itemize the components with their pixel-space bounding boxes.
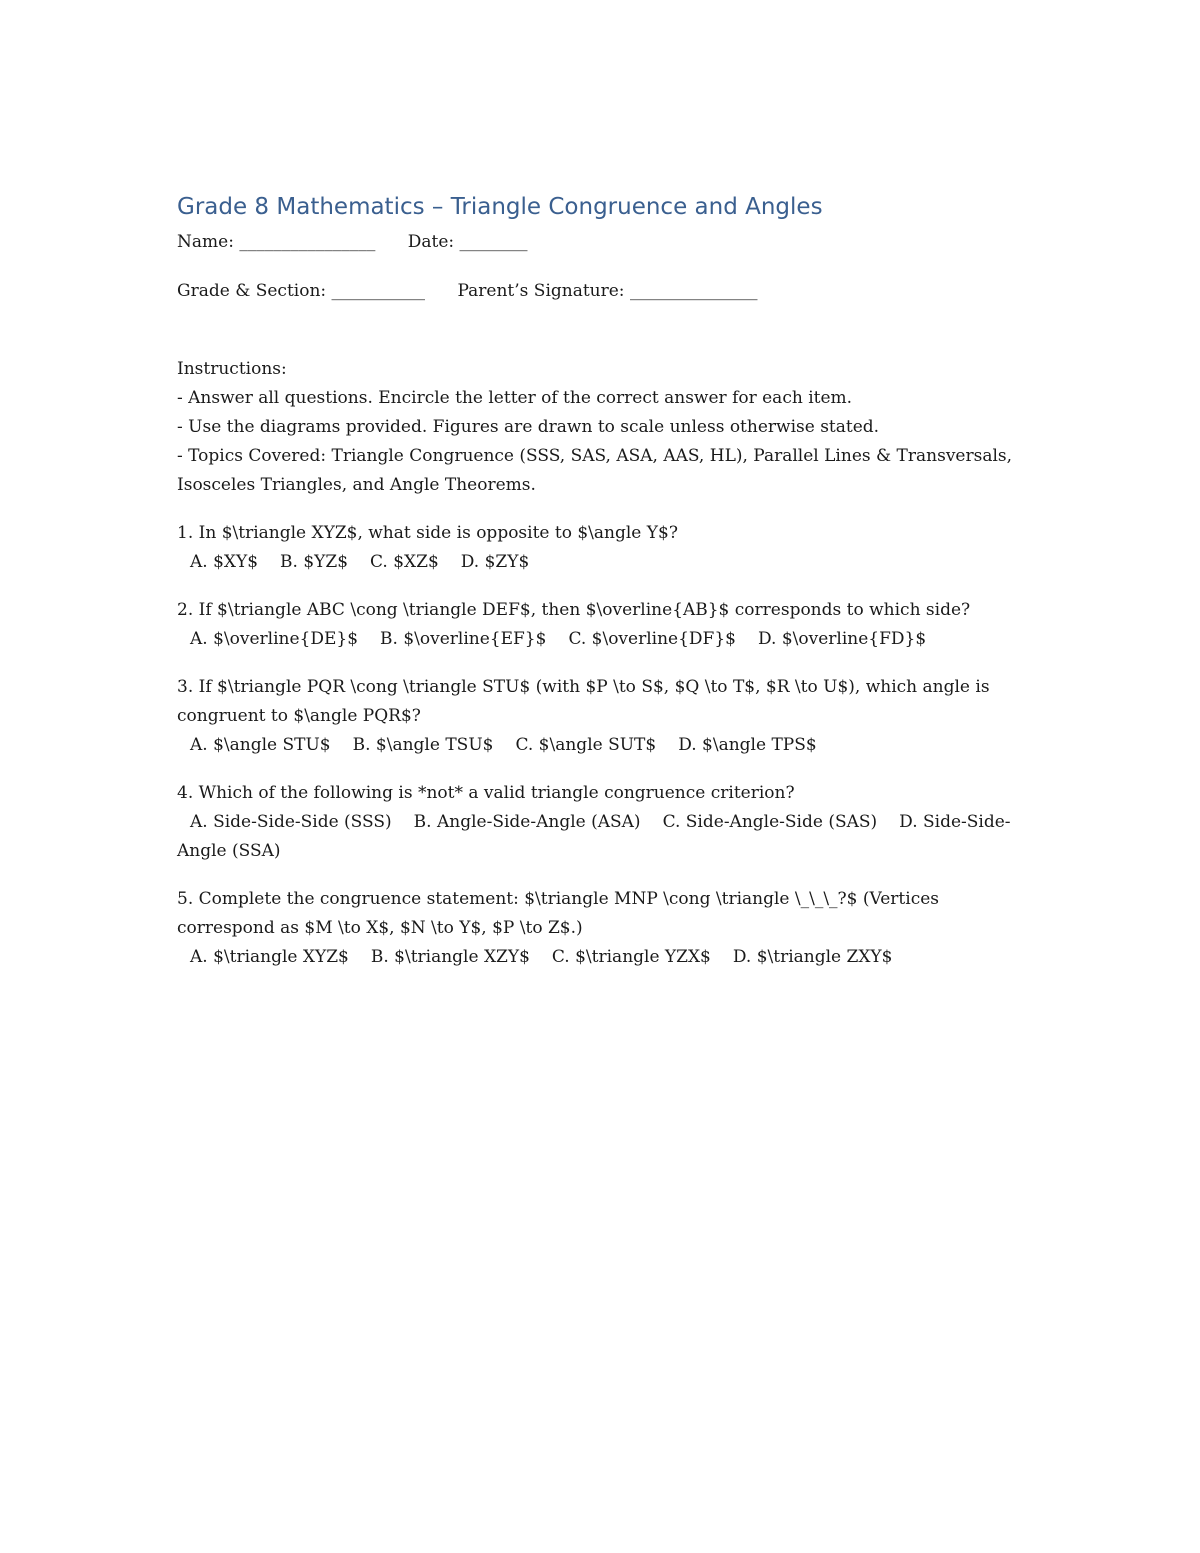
option-c[interactable]: C. $\angle SUT$ (515, 735, 657, 755)
answer-options (177, 731, 1037, 760)
question-3 (177, 673, 1037, 760)
date-field[interactable]: Date: ________ (407, 232, 528, 252)
instructions-heading: Instructions: (177, 359, 287, 379)
option-c[interactable]: C. $\triangle YZX$ (551, 947, 711, 967)
option-b[interactable]: B. $\angle TSU$ (352, 735, 494, 755)
option-c[interactable]: C. Side-Angle-Side (SAS) (662, 812, 878, 832)
grade-signature-row (177, 277, 1037, 306)
option-a[interactable]: A. $\angle STU$ (190, 735, 331, 755)
name-field[interactable]: Name: ________________ (177, 232, 376, 252)
question-2 (177, 596, 1037, 654)
answer-options (177, 808, 1037, 866)
instructions-block (177, 355, 1037, 500)
question-text: 3. If $\triangle PQR \cong \triangle STU$ (with $P \to S$, $Q \to T$, $R \to U$), which angle is congruent to $\angle PQR$? (177, 677, 990, 726)
question-5 (177, 885, 1037, 972)
question-text: 5. Complete the congruence statement: $\triangle MNP \cong \triangle \_\_\_?$ (Vertices correspond as $M \to X$, $N \to Y$, $P \to Z$.) (177, 889, 940, 938)
worksheet-title: Grade 8 Mathematics – Triangle Congruence and Angles (177, 194, 823, 220)
option-d[interactable]: D. $ZY$ (460, 552, 530, 572)
question-1 (177, 519, 1037, 577)
instruction-item: - Topics Covered: Triangle Congruence (SSS, SAS, ASA, AAS, HL), Parallel Lines & Transversals, Isosceles Triangles, and Angle Theorems. (177, 446, 1013, 495)
question-4 (177, 779, 1037, 866)
question-text: 1. In $\triangle XYZ$, what side is opposite to $\angle Y$? (177, 523, 678, 543)
worksheet-page (177, 190, 1037, 972)
instruction-item: - Answer all questions. Encircle the letter of the correct answer for each item. (177, 388, 853, 408)
answer-options (177, 625, 1037, 654)
option-b[interactable]: B. $YZ$ (280, 552, 349, 572)
option-d[interactable]: D. $\angle TPS$ (678, 735, 817, 755)
option-c[interactable]: C. $\overline{DF}$ (568, 629, 736, 649)
option-a[interactable]: A. $\triangle XYZ$ (190, 947, 349, 967)
question-text: 2. If $\triangle ABC \cong \triangle DEF$, then $\overline{AB}$ corresponds to which side? (177, 600, 971, 620)
answer-options (177, 943, 1037, 972)
option-c[interactable]: C. $XZ$ (370, 552, 439, 572)
option-a[interactable]: A. $\overline{DE}$ (190, 629, 359, 649)
instruction-item: - Use the diagrams provided. Figures are drawn to scale unless otherwise stated. (177, 417, 880, 437)
grade-section-field[interactable]: Grade & Section: ___________ (177, 281, 426, 301)
option-a[interactable]: A. Side-Side-Side (SSS) (190, 812, 392, 832)
answer-options (177, 548, 1037, 577)
option-b[interactable]: B. $\overline{EF}$ (380, 629, 547, 649)
option-d[interactable]: D. $\overline{FD}$ (757, 629, 927, 649)
parent-signature-field[interactable]: Parent’s Signature: _______________ (457, 281, 758, 301)
name-date-row (177, 228, 1037, 257)
option-d[interactable]: D. $\triangle ZXY$ (732, 947, 893, 967)
option-d[interactable]: D. Side-Side-Angle (SSA) (177, 812, 1011, 861)
option-b[interactable]: B. $\triangle XZY$ (370, 947, 530, 967)
question-text: 4. Which of the following is *not* a valid triangle congruence criterion? (177, 783, 795, 803)
option-b[interactable]: B. Angle-Side-Angle (ASA) (413, 812, 641, 832)
option-a[interactable]: A. $XY$ (190, 552, 259, 572)
